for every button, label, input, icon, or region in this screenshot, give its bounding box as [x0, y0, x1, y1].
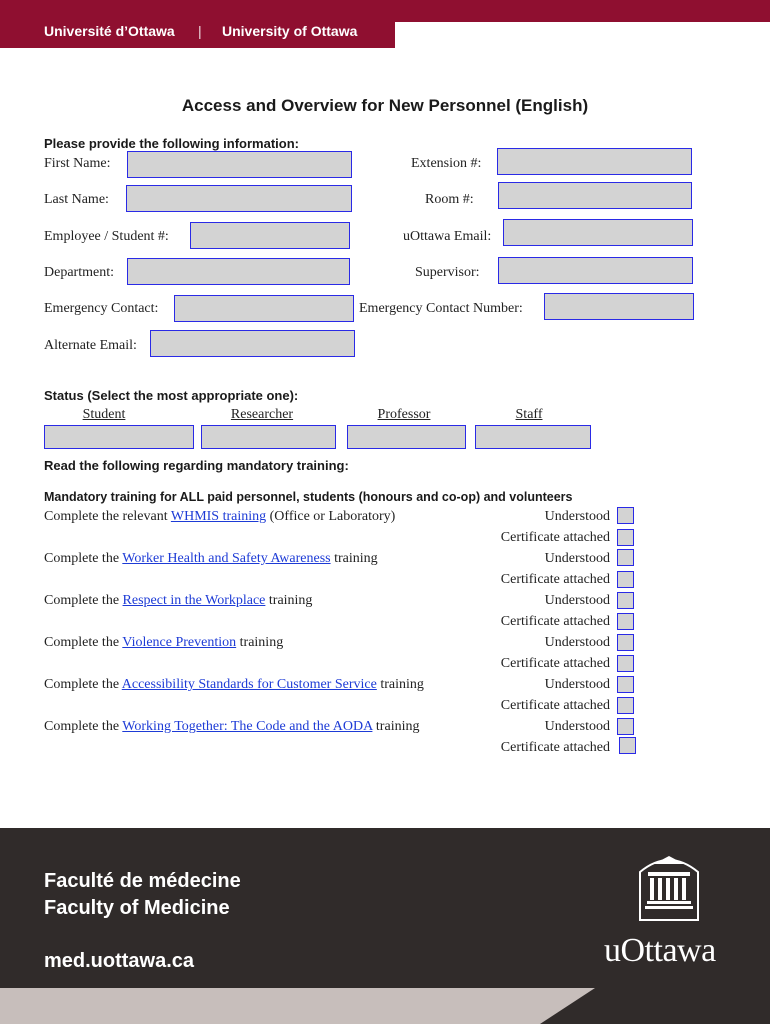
- certificate-attached-label: Certificate attached: [500, 572, 610, 587]
- training-subheading: Mandatory training for ALL paid personnel, students (honours and co-op) and volunteers: [44, 490, 573, 504]
- department-field[interactable]: [127, 258, 350, 285]
- uottawa-logo: uOttawa: [604, 932, 716, 969]
- violence-prevention-link[interactable]: Violence Prevention: [122, 635, 237, 650]
- certificate-attached-checkbox[interactable]: [617, 529, 634, 546]
- training-item: Complete the Violence Prevention training: [44, 635, 284, 650]
- emergency-contact-label: Emergency Contact:: [44, 301, 159, 316]
- banner-separator: |: [198, 23, 202, 39]
- whmis-training-link[interactable]: WHMIS training: [170, 509, 267, 524]
- supervisor-label: Supervisor:: [415, 265, 480, 280]
- understood-checkbox[interactable]: [617, 676, 634, 693]
- university-banner: [0, 0, 395, 48]
- certificate-attached-checkbox[interactable]: [617, 613, 634, 630]
- employee-student-field[interactable]: [190, 222, 350, 249]
- status-researcher-label: Researcher: [230, 407, 294, 422]
- faculty-name-fr: Faculté de médecine: [44, 870, 241, 892]
- training-item: Complete the Accessibility Standards for Customer Service training: [44, 677, 424, 692]
- respect-workplace-link[interactable]: Respect in the Workplace: [122, 593, 266, 608]
- training-item: Complete the Worker Health and Safety Awareness training: [44, 551, 378, 566]
- worker-health-safety-link[interactable]: Worker Health and Safety Awareness: [122, 551, 331, 566]
- first-name-label: First Name:: [44, 156, 111, 171]
- understood-label: Understood: [544, 635, 610, 650]
- training-item: Complete the relevant WHMIS training (Office or Laboratory): [44, 509, 396, 524]
- training-item: Complete the Working Together: The Code and the AODA training: [44, 719, 420, 734]
- page-title: Access and Overview for New Personnel (English): [181, 96, 589, 115]
- understood-label: Understood: [544, 509, 610, 524]
- university-name-en: University of Ottawa: [222, 23, 358, 39]
- status-heading: Status (Select the most appropriate one):: [44, 388, 299, 403]
- employee-student-label: Employee / Student #:: [44, 229, 169, 244]
- alternate-email-field[interactable]: [150, 330, 355, 357]
- emergency-contact-number-field[interactable]: [544, 293, 694, 320]
- faculty-name-en: Faculty of Medicine: [44, 897, 230, 919]
- faculty-website: med.uottawa.ca: [44, 950, 195, 972]
- department-label: Department:: [44, 265, 114, 280]
- certificate-attached-label: Certificate attached: [500, 530, 610, 545]
- understood-checkbox[interactable]: [617, 549, 634, 566]
- status-staff-label: Staff: [515, 407, 543, 422]
- certificate-attached-label: Certificate attached: [500, 656, 610, 671]
- understood-label: Understood: [544, 677, 610, 692]
- status-student-label: Student: [82, 407, 126, 422]
- supervisor-field[interactable]: [498, 257, 693, 284]
- training-heading: Read the following regarding mandatory training:: [44, 458, 349, 473]
- working-together-aoda-link[interactable]: Working Together: The Code and the AODA: [122, 719, 373, 734]
- certificate-attached-checkbox[interactable]: [617, 697, 634, 714]
- extension-field[interactable]: [497, 148, 692, 175]
- room-field[interactable]: [498, 182, 692, 209]
- certificate-attached-label: Certificate attached: [500, 698, 610, 713]
- status-student-field[interactable]: [44, 425, 194, 449]
- certificate-attached-checkbox[interactable]: [617, 571, 634, 588]
- certificate-attached-label: Certificate attached: [500, 740, 610, 755]
- room-label: Room #:: [425, 192, 474, 207]
- uottawa-email-field[interactable]: [503, 219, 693, 246]
- understood-label: Understood: [544, 551, 610, 566]
- certificate-attached-checkbox[interactable]: [617, 655, 634, 672]
- emergency-contact-number-label: Emergency Contact Number:: [359, 301, 523, 316]
- alternate-email-label: Alternate Email:: [44, 338, 137, 353]
- uottawa-email-label: uOttawa Email:: [403, 229, 492, 244]
- status-researcher-field[interactable]: [201, 425, 336, 449]
- understood-label: Understood: [544, 593, 610, 608]
- understood-checkbox[interactable]: [617, 507, 634, 524]
- uottawa-building-icon: [638, 850, 700, 922]
- status-professor-label: Professor: [377, 407, 431, 422]
- status-professor-field[interactable]: [347, 425, 466, 449]
- training-item: Complete the Respect in the Workplace training: [44, 593, 313, 608]
- info-heading: Please provide the following information:: [44, 136, 299, 151]
- status-staff-field[interactable]: [475, 425, 591, 449]
- certificate-attached-label: Certificate attached: [500, 614, 610, 629]
- understood-checkbox[interactable]: [617, 718, 634, 735]
- understood-label: Understood: [544, 719, 610, 734]
- accessibility-standards-link[interactable]: Accessibility Standards for Customer Service: [121, 677, 377, 692]
- understood-checkbox[interactable]: [617, 592, 634, 609]
- extension-label: Extension #:: [411, 156, 482, 171]
- university-name-fr: Université d’Ottawa: [44, 23, 175, 39]
- emergency-contact-field[interactable]: [174, 295, 354, 322]
- understood-checkbox[interactable]: [617, 634, 634, 651]
- last-name-label: Last Name:: [44, 192, 109, 207]
- first-name-field[interactable]: [127, 151, 352, 178]
- certificate-attached-checkbox[interactable]: [619, 737, 636, 754]
- last-name-field[interactable]: [126, 185, 352, 212]
